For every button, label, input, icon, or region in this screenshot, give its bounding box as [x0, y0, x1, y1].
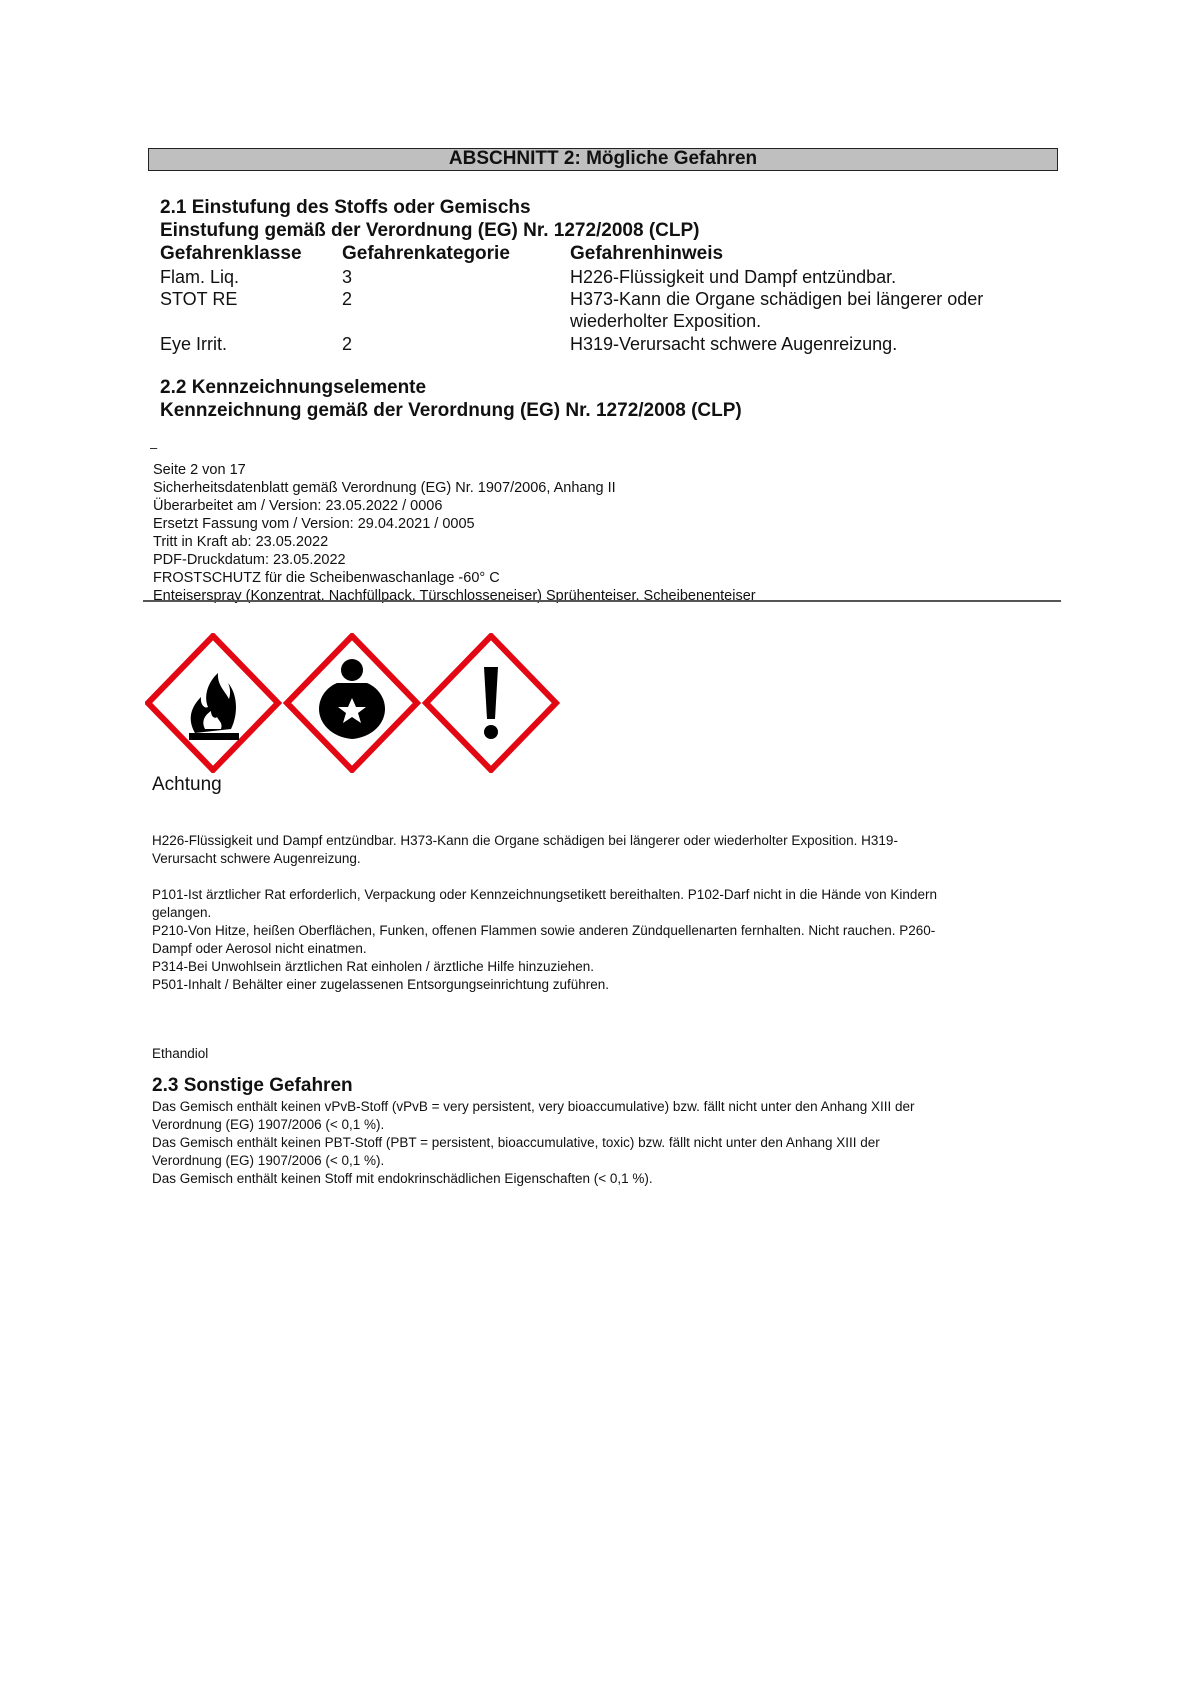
ghs-pictograms: [145, 633, 560, 773]
row-category: 2: [342, 289, 353, 309]
column-header-statement: Gefahrenhinweis: [570, 243, 724, 264]
other-hazards-line: Das Gemisch enthält keinen vPvB-Stoff (vPvB = very persistent, very bioaccumulative) bzw. fällt nicht unter den Anhang XIII der: [152, 1099, 915, 1114]
precautionary-statement-line: P501-Inhalt / Behälter einer zugelassenen Entsorgungseinrichtung zuführen.: [152, 977, 610, 992]
footer-divider: [143, 600, 1061, 602]
precautionary-statements: [152, 886, 1057, 994]
exclamation-mark-icon: [426, 636, 556, 770]
page-footer: [153, 461, 1053, 605]
subheading-2-1: Einstufung gemäß der Verordnung (EG) Nr. 1272/2008 (CLP): [160, 220, 700, 241]
footer-revised: Überarbeitet am / Version: 23.05.2022 / 0006: [153, 498, 443, 514]
precautionary-statement-line: gelangen.: [152, 905, 212, 920]
row-statement: H226-Flüssigkeit und Dampf entzündbar.: [570, 267, 897, 287]
other-hazards-line: Das Gemisch enthält keinen Stoff mit endokrinschädlichen Eigenschaften (< 0,1 %).: [152, 1171, 653, 1186]
hazard-statements: [152, 832, 1057, 868]
column-header-category: Gefahrenkategorie: [342, 243, 510, 264]
flame-icon: [148, 636, 278, 770]
heading-2-1: 2.1 Einstufung des Stoffs oder Gemischs: [160, 197, 531, 218]
precautionary-statement-line: P101-Ist ärztlicher Rat erforderlich, Verpackung oder Kennzeichnungsetikett bereithalten. P102-Darf nicht in die Hände von Kindern: [152, 887, 937, 902]
row-statement-continued: wiederholter Exposition.: [570, 311, 762, 331]
column-header-class: Gefahrenklasse: [160, 243, 302, 264]
row-class: STOT RE: [160, 289, 238, 309]
row-class: Flam. Liq.: [160, 267, 240, 287]
precautionary-statement-line: P314-Bei Unwohlsein ärztlichen Rat einholen / ärztliche Hilfe hinzuziehen.: [152, 959, 594, 974]
precautionary-statement-line: Dampf oder Aerosol nicht einatmen.: [152, 941, 367, 956]
subheading-2-2: Kennzeichnung gemäß der Verordnung (EG) Nr. 1272/2008 (CLP): [160, 400, 742, 421]
other-hazards-line: Verordnung (EG) 1907/2006 (< 0,1 %).: [152, 1153, 385, 1168]
section-header: [148, 148, 1058, 171]
heading-2-3: 2.3 Sonstige Gefahren: [152, 1075, 353, 1096]
hazard-statement-line: H226-Flüssigkeit und Dampf entzündbar. H373-Kann die Organe schädigen bei längerer oder wiederholter Exposition. H319-: [152, 833, 898, 848]
footer-page-number: Seite 2 von 17: [153, 462, 246, 478]
footer-product-description: Enteiserspray (Konzentrat, Nachfüllpack, Türschlosseneiser) Sprühenteiser, Scheibenenteiser: [153, 588, 756, 604]
footer-regulation: Sicherheitsdatenblatt gemäß Verordnung (EG) Nr. 1907/2006, Anhang II: [153, 480, 616, 496]
hazard-statement-line: Verursacht schwere Augenreizung.: [152, 851, 361, 866]
row-class: Eye Irrit.: [160, 334, 228, 354]
other-hazards-line: Verordnung (EG) 1907/2006 (< 0,1 %).: [152, 1117, 385, 1132]
footer-dash: –: [150, 440, 158, 455]
row-statement: H373-Kann die Organe schädigen bei längerer oder: [570, 289, 984, 309]
footer-replaces: Ersetzt Fassung vom / Version: 29.04.2021 / 0005: [153, 516, 475, 532]
row-statement: H319-Verursacht schwere Augenreizung.: [570, 334, 898, 354]
other-hazards-text: [152, 1098, 1057, 1188]
row-category: 2: [342, 334, 353, 354]
health-hazard-icon: [287, 636, 417, 770]
footer-product-name: FROSTSCHUTZ für die Scheibenwaschanlage -60° C: [153, 570, 500, 586]
other-hazards-line: Das Gemisch enthält keinen PBT-Stoff (PBT = persistent, bioaccumulative, toxic) bzw. fällt nicht unter den Anhang XIII der: [152, 1135, 880, 1150]
heading-2-2: 2.2 Kennzeichnungselemente: [160, 377, 427, 398]
footer-print-date: PDF-Druckdatum: 23.05.2022: [153, 552, 346, 568]
signal-word: Achtung: [152, 774, 222, 795]
hazardous-ingredient: Ethandiol: [152, 1046, 209, 1061]
precautionary-statement-line: P210-Von Hitze, heißen Oberflächen, Funken, offenen Flammen sowie anderen Zündquellenarten fernhalten. Nicht rauchen. P260-: [152, 923, 936, 938]
row-category: 3: [342, 267, 353, 287]
section-title: ABSCHNITT 2: Mögliche Gefahren: [448, 148, 758, 169]
footer-effective: Tritt in Kraft ab: 23.05.2022: [153, 534, 329, 550]
